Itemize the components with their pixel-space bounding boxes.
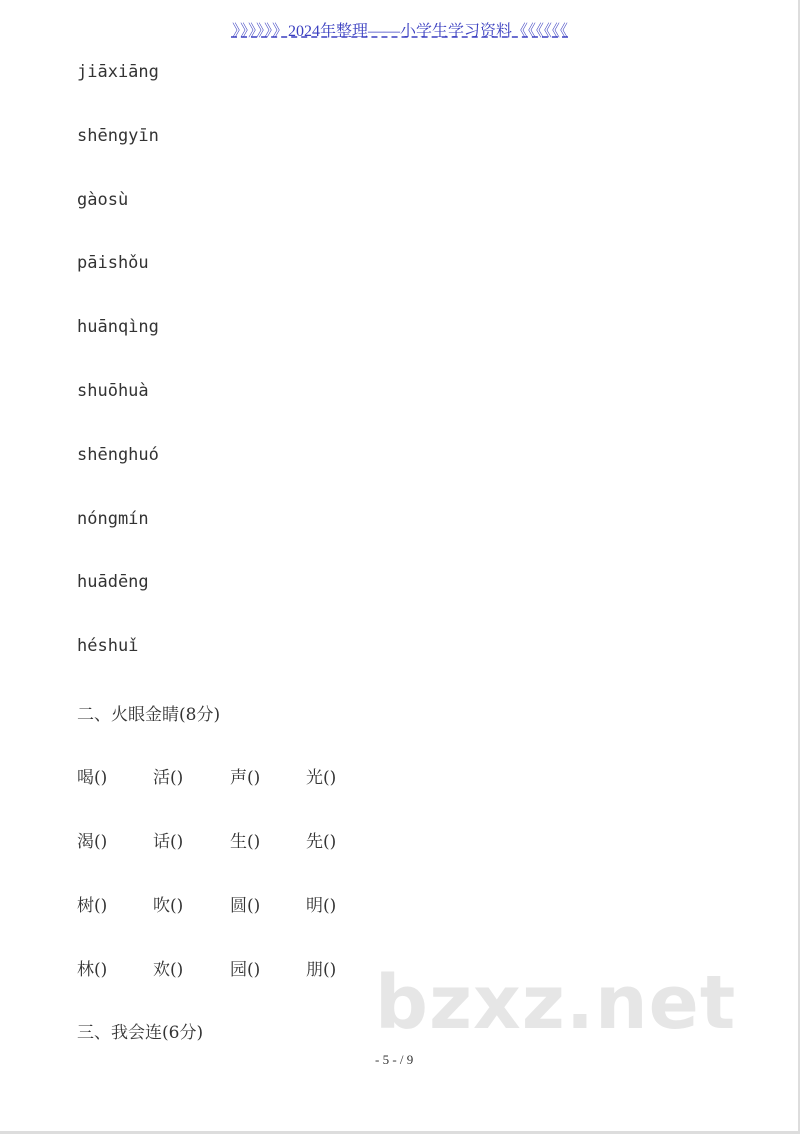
character-blank: 树(): [77, 896, 108, 916]
character-blank: 声(): [230, 768, 261, 788]
character-blank: 活(): [153, 768, 184, 788]
pinyin-item: jiāxiāng: [77, 62, 159, 82]
pinyin-item: shēnghuó: [77, 444, 159, 465]
character-blank: 朋(): [306, 960, 337, 980]
character-blank: 明(): [306, 896, 337, 916]
pinyin-item: héshuǐ: [77, 636, 139, 657]
page-number: - 5 - / 9: [375, 1052, 414, 1067]
character-blank: 吹(): [153, 896, 184, 916]
pinyin-item: shēngyīn: [77, 125, 159, 146]
pinyin-item: pāishǒu: [77, 253, 149, 274]
character-blank: 欢(): [153, 960, 184, 980]
character-blank: 生(): [230, 832, 261, 852]
character-blank: 园(): [230, 960, 261, 980]
header-link[interactable]: 》》》》》》2024年整理——小学生学习资料《《《《《《: [231, 23, 568, 40]
section-heading-2: 二、火眼金睛(8分): [77, 705, 221, 725]
character-blank: 先(): [306, 832, 337, 852]
character-blank: 话(): [153, 832, 184, 852]
character-blank: 渴(): [77, 832, 108, 852]
character-blank: 林(): [77, 960, 108, 980]
watermark: bzxz.net: [375, 960, 737, 1046]
section-heading-3: 三、我会连(6分): [77, 1023, 204, 1043]
pinyin-item: huānqìng: [77, 317, 159, 338]
character-blank: 喝(): [77, 768, 108, 788]
character-blank: 圆(): [230, 896, 261, 916]
character-blank: 光(): [306, 768, 337, 788]
pinyin-item: gàosù: [77, 189, 129, 210]
pinyin-item: shuōhuà: [77, 381, 149, 401]
pinyin-item: huādēng: [77, 572, 149, 593]
pinyin-item: nóngmín: [77, 508, 149, 529]
